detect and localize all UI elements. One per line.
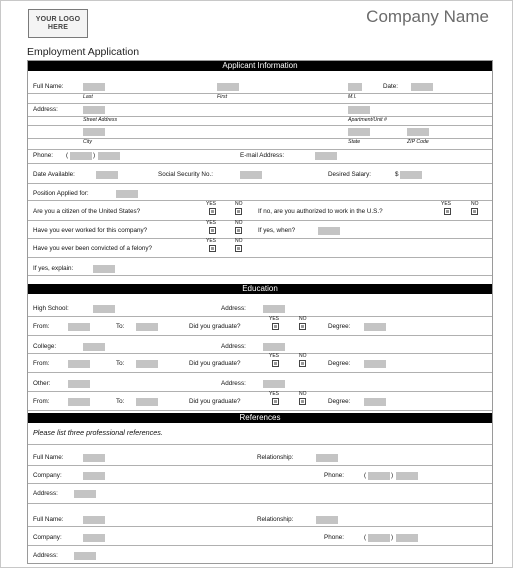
- reference-2-address-field[interactable]: [74, 552, 96, 560]
- label-if-yes-when: If yes, when?: [258, 227, 296, 234]
- section-header-applicant: Applicant Information: [28, 61, 492, 71]
- label-relationship: Relationship:: [257, 516, 294, 523]
- divider: [28, 183, 492, 184]
- label-position: Position Applied for:: [33, 190, 89, 197]
- label-yes: YES: [269, 391, 280, 397]
- divider: [28, 545, 492, 546]
- label-to: To:: [116, 398, 125, 405]
- desired-salary-field[interactable]: [400, 171, 422, 179]
- divider: [28, 163, 492, 164]
- divider: [28, 391, 492, 392]
- label-reference-phone: Phone:: [324, 472, 344, 479]
- other-address-field[interactable]: [263, 380, 285, 388]
- label-street: Street Address: [83, 117, 118, 123]
- citizen-no-checkbox[interactable]: [235, 208, 242, 215]
- label-city: City: [83, 139, 92, 145]
- divider: [28, 335, 492, 336]
- label-if-yes-explain: If yes, explain:: [33, 265, 74, 272]
- reference-2-company-field[interactable]: [83, 534, 105, 542]
- high-school-graduated-no-checkbox[interactable]: [299, 323, 306, 330]
- label-from: From:: [33, 398, 50, 405]
- high-school-degree-field[interactable]: [364, 323, 386, 331]
- divider: [28, 526, 492, 527]
- divider: [28, 483, 492, 484]
- label-no: NO: [299, 316, 307, 322]
- label-high-school: High School:: [33, 305, 69, 312]
- label-no: NO: [235, 238, 243, 244]
- college-graduated-no-checkbox[interactable]: [299, 360, 306, 367]
- phone-close-paren: ): [93, 152, 96, 159]
- label-did-graduate: Did you graduate?: [189, 360, 241, 367]
- label-email: E-mail Address:: [240, 152, 285, 159]
- section-header-education: Education: [28, 284, 492, 294]
- high-school-graduated-yes-checkbox[interactable]: [272, 323, 279, 330]
- date-available-field[interactable]: [96, 171, 118, 179]
- college-graduated-yes-checkbox[interactable]: [272, 360, 279, 367]
- label-other-address: Address:: [221, 380, 246, 387]
- label-degree: Degree:: [328, 323, 351, 330]
- zip-field[interactable]: [407, 128, 429, 136]
- form-title: Employment Application: [27, 46, 140, 58]
- company-name: Company Name: [366, 7, 489, 26]
- divider: [28, 200, 492, 201]
- position-field[interactable]: [116, 190, 138, 198]
- worked-when-field[interactable]: [318, 227, 340, 235]
- reference-1-address-field[interactable]: [74, 490, 96, 498]
- felony-yes-checkbox[interactable]: [209, 245, 216, 252]
- label-reference-company: Company:: [33, 534, 62, 541]
- phone-number-field[interactable]: [98, 152, 120, 160]
- divider: [28, 410, 492, 411]
- section-header-references: References: [28, 413, 492, 423]
- application-form: [27, 60, 493, 564]
- label-did-graduate: Did you graduate?: [189, 398, 241, 405]
- city-field[interactable]: [83, 128, 105, 136]
- label-reference-phone: Phone:: [324, 534, 344, 541]
- label-degree: Degree:: [328, 398, 351, 405]
- references-intro: Please list three professional references.: [33, 428, 163, 437]
- reference-1-area-code-field[interactable]: [368, 472, 390, 480]
- phone-open-paren: (: [66, 152, 69, 159]
- label-zip: ZIP Code: [407, 139, 429, 145]
- label-other: Other:: [33, 380, 51, 387]
- reference-1-relationship-field[interactable]: [316, 454, 338, 462]
- label-college: College:: [33, 343, 57, 350]
- label-last: Last: [83, 94, 93, 100]
- label-date: Date:: [383, 83, 399, 90]
- reference-2-area-code-field[interactable]: [368, 534, 390, 542]
- citizen-yes-checkbox[interactable]: [209, 208, 216, 215]
- dollar-sign: $: [395, 171, 399, 178]
- divider: [28, 465, 492, 466]
- reference-1-phone-field[interactable]: [396, 472, 418, 480]
- reference-2-phone-field[interactable]: [396, 534, 418, 542]
- divider: [28, 316, 492, 317]
- label-yes: YES: [269, 316, 280, 322]
- phone-open-paren: (: [364, 472, 367, 479]
- street-address-field[interactable]: [83, 106, 105, 114]
- email-field[interactable]: [315, 152, 337, 160]
- label-no: NO: [235, 201, 243, 207]
- label-reference-address: Address:: [33, 490, 58, 497]
- label-felony-question: Have you ever been convicted of a felony?: [33, 245, 153, 252]
- felony-no-checkbox[interactable]: [235, 245, 242, 252]
- apartment-field[interactable]: [348, 106, 370, 114]
- high-school-address-field[interactable]: [263, 305, 285, 313]
- divider: [28, 257, 492, 258]
- label-date-available: Date Available:: [33, 171, 75, 178]
- date-field[interactable]: [411, 83, 433, 91]
- label-desired-salary: Desired Salary:: [328, 171, 372, 178]
- label-address: Address:: [33, 106, 58, 113]
- felony-explain-field[interactable]: [93, 265, 115, 273]
- divider: [28, 103, 492, 104]
- label-did-graduate: Did you graduate?: [189, 323, 241, 330]
- divider: [28, 503, 492, 504]
- label-state: State: [348, 139, 361, 145]
- label-yes: YES: [269, 353, 280, 359]
- label-phone: Phone:: [33, 152, 53, 159]
- divider: [28, 238, 492, 239]
- label-relationship: Relationship:: [257, 454, 294, 461]
- label-mi: M.I.: [348, 94, 357, 100]
- label-yes: YES: [206, 238, 217, 244]
- reference-1-name-field[interactable]: [83, 454, 105, 462]
- company-logo: YOUR LOGO HERE: [28, 9, 88, 38]
- reference-2-name-field[interactable]: [83, 516, 105, 524]
- other-graduated-yes-checkbox[interactable]: [272, 398, 279, 405]
- divider: [28, 220, 492, 221]
- divider: [28, 125, 492, 126]
- other-to-field[interactable]: [136, 398, 158, 406]
- high-school-from-field[interactable]: [68, 323, 90, 331]
- label-yes: YES: [206, 220, 217, 226]
- divider: [28, 275, 492, 276]
- label-to: To:: [116, 323, 125, 330]
- college-degree-field[interactable]: [364, 360, 386, 368]
- label-from: From:: [33, 323, 50, 330]
- label-apt: Apartment/Unit #: [348, 117, 387, 123]
- divider: [28, 93, 492, 94]
- label-worked-question: Have you ever worked for this company?: [33, 227, 148, 234]
- college-to-field[interactable]: [136, 360, 158, 368]
- label-to: To:: [116, 360, 125, 367]
- label-reference-address: Address:: [33, 552, 58, 559]
- divider: [28, 149, 492, 150]
- last-name-field[interactable]: [83, 83, 105, 91]
- worked-yes-checkbox[interactable]: [209, 227, 216, 234]
- college-field[interactable]: [83, 343, 105, 351]
- divider: [28, 353, 492, 354]
- other-from-field[interactable]: [68, 398, 90, 406]
- phone-close-paren: ): [391, 534, 394, 541]
- label-no: NO: [235, 220, 243, 226]
- middle-initial-field[interactable]: [348, 83, 362, 91]
- divider: [28, 444, 492, 445]
- label-ssn: Social Security No.:: [158, 171, 213, 178]
- high-school-to-field[interactable]: [136, 323, 158, 331]
- divider: [28, 372, 492, 373]
- label-degree: Degree:: [328, 360, 351, 367]
- reference-2-relationship-field[interactable]: [316, 516, 338, 524]
- label-yes: YES: [206, 201, 217, 207]
- high-school-field[interactable]: [93, 305, 115, 313]
- state-field[interactable]: [348, 128, 370, 136]
- label-no: NO: [299, 391, 307, 397]
- label-full-name: Full Name:: [33, 83, 64, 90]
- worked-no-checkbox[interactable]: [235, 227, 242, 234]
- college-from-field[interactable]: [68, 360, 90, 368]
- label-reference-company: Company:: [33, 472, 62, 479]
- other-graduated-no-checkbox[interactable]: [299, 398, 306, 405]
- phone-area-code-field[interactable]: [70, 152, 92, 160]
- label-no: NO: [299, 353, 307, 359]
- authorized-no-checkbox[interactable]: [471, 208, 478, 215]
- phone-open-paren: (: [364, 534, 367, 541]
- label-first: First: [217, 94, 228, 100]
- label-reference-full-name: Full Name:: [33, 516, 64, 523]
- label-college-address: Address:: [221, 343, 246, 350]
- authorized-yes-checkbox[interactable]: [444, 208, 451, 215]
- ssn-field[interactable]: [240, 171, 262, 179]
- phone-close-paren: ): [391, 472, 394, 479]
- label-citizen-question: Are you a citizen of the United States?: [33, 208, 141, 215]
- label-yes: YES: [441, 201, 452, 207]
- label-school-address: Address:: [221, 305, 246, 312]
- label-no: NO: [471, 201, 479, 207]
- other-school-field[interactable]: [68, 380, 90, 388]
- other-degree-field[interactable]: [364, 398, 386, 406]
- reference-1-company-field[interactable]: [83, 472, 105, 480]
- first-name-field[interactable]: [217, 83, 239, 91]
- label-from: From:: [33, 360, 50, 367]
- label-authorized-question: If no, are you authorized to work in the U.S.?: [258, 208, 383, 215]
- college-address-field[interactable]: [263, 343, 285, 351]
- label-reference-full-name: Full Name:: [33, 454, 64, 461]
